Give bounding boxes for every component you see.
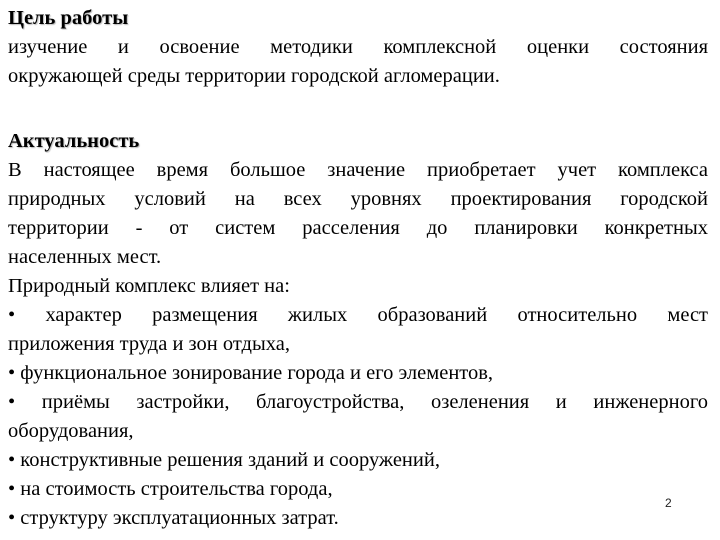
relevance-heading: Актуальность	[8, 130, 140, 152]
influence-intro: Природный комплекс влияет на:	[8, 275, 290, 297]
bullet-item-continuation: оборудования,	[8, 420, 134, 442]
bullet-item-continuation: приложения труда и зон отдыха,	[8, 333, 290, 355]
goal-section	[8, 4, 708, 91]
bullet-item: • структуру эксплуатационных затрат.	[8, 507, 339, 529]
goal-text-line: изучение и освоение методики комплексной оценки состояния	[8, 36, 708, 58]
relevance-text-line: территории - от систем расселения до планировки конкретных	[8, 217, 708, 239]
relevance-text-line: В настоящее время большое значение приобретает учет комплекса	[8, 159, 708, 181]
bullet-item: • конструктивные решения зданий и сооружений,	[8, 449, 440, 471]
relevance-section	[8, 127, 708, 533]
bullet-item: • приёмы застройки, благоустройства, озеленения и инженерного	[8, 391, 708, 413]
page-number: 2	[665, 496, 672, 510]
goal-heading: Цель работы	[8, 7, 129, 29]
relevance-text-line: населенных мест.	[8, 246, 162, 268]
bullet-item: • функциональное зонирование города и его элементов,	[8, 362, 494, 384]
goal-text-line: окружающей среды территории городской агломерации.	[8, 65, 500, 87]
relevance-text-line: природных условий на всех уровнях проектирования городской	[8, 188, 708, 210]
bullet-item: • на стоимость строительства города,	[8, 478, 333, 500]
bullet-item: • характер размещения жилых образований относительно мест	[8, 304, 708, 326]
